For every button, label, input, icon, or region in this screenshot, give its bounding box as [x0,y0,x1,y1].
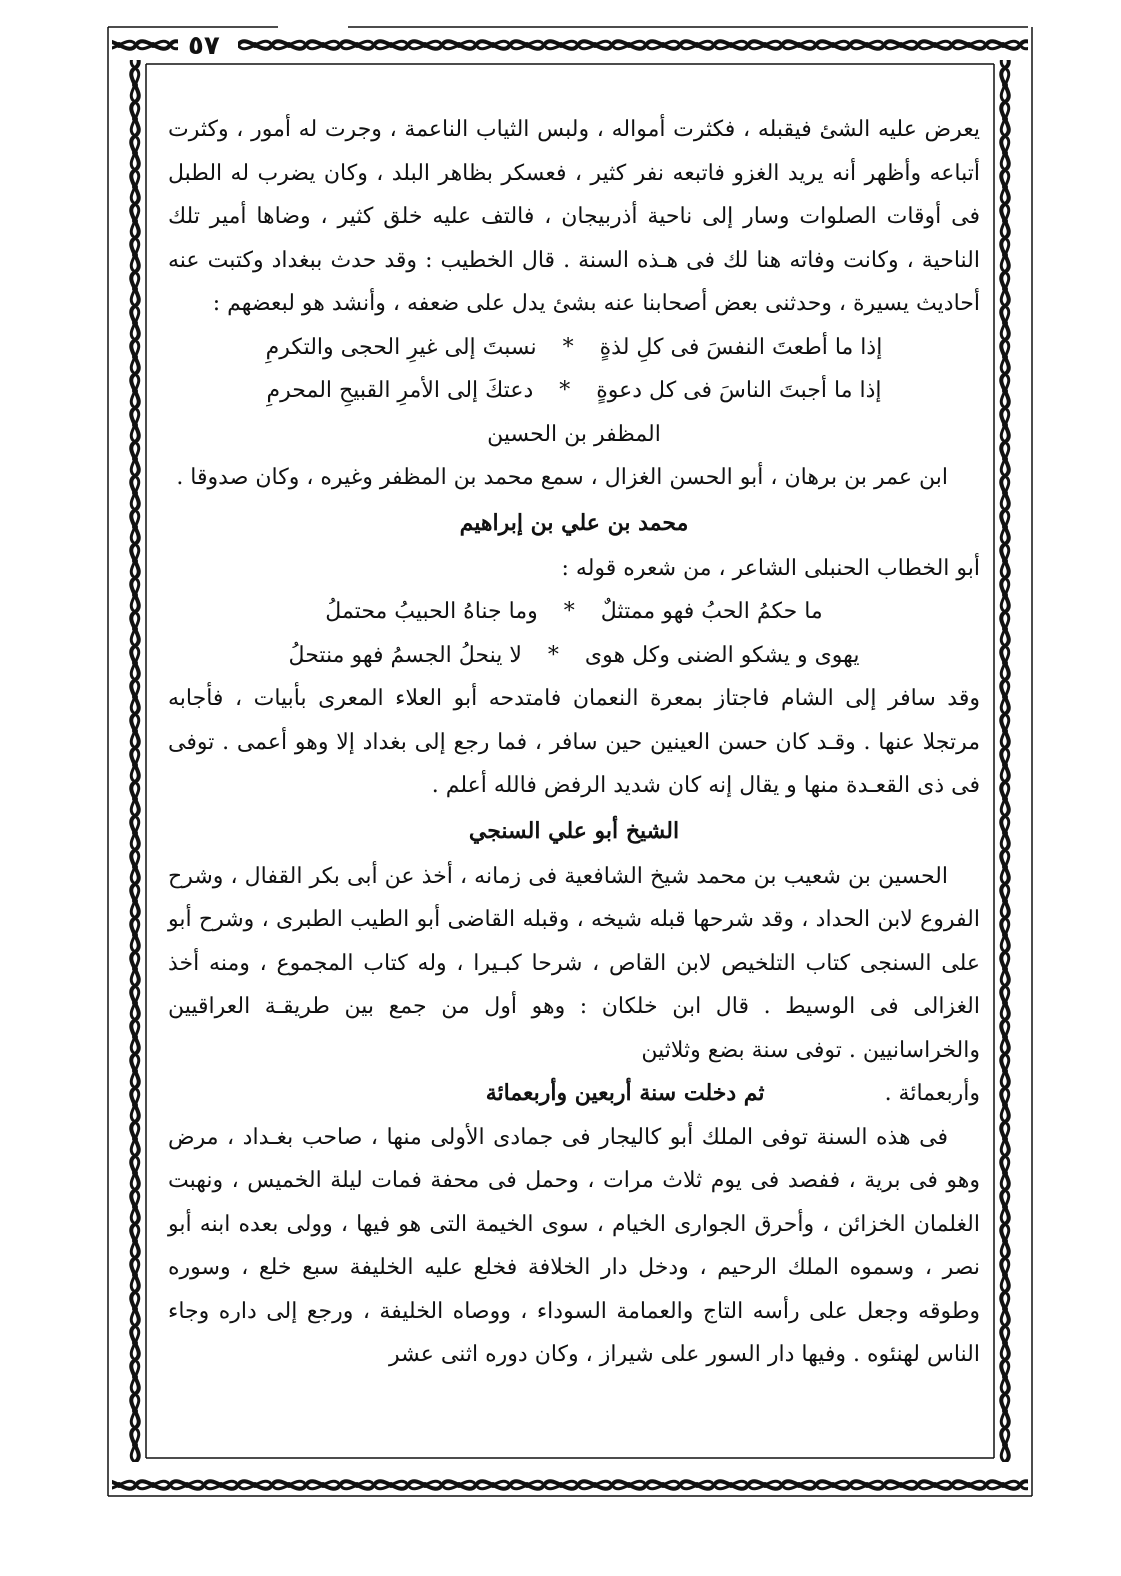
page-body [168,108,980,1458]
verse-3-first-hemistich: ما حكمُ الحبُ فهو ممتثلٌ [600,599,823,624]
paragraph-5-ending: وأربعمائة . [884,1081,980,1106]
verse-3 [168,590,980,634]
border-top-left-segment [112,30,178,60]
verse-1 [168,326,980,370]
verse-separator: * [547,642,559,668]
verse-1-second-hemistich: نسبتَ إلى غيرِ الحجى والتكرمِ [265,334,537,360]
verse-3-second-hemistich: وما جناهُ الحبيبُ محتملُ [325,599,538,624]
verse-2-second-hemistich: دعتكَ إلى الأمرِ القبيحِ المحرمِ [266,378,534,403]
entry-heading-sinji: الشيخ أبو علي السنجي [468,817,680,844]
verse-4-second-hemistich: لا ينحلُ الجسمُ فهو منتحلُ [288,642,522,668]
verse-1-first-hemistich: إذا ما أطعتَ النفسَ فى كلِ لذةٍ [599,334,883,360]
entry-heading-muzaffar: المظفر بن الحسين [487,421,661,447]
verse-separator: * [562,334,574,360]
entry-heading-muhammad: محمد بن علي بن إبراهيم [459,509,689,536]
verse-2 [168,369,980,413]
verse-4-first-hemistich: يهوى و يشكو الضنى وكل هوى [584,642,860,668]
paragraph-1: يعرض عليه الشئ فيقبله ، فكثرت أمواله ، ولبس الثياب الناعمة ، وجرت له أمور ، وكثرت أتباعه وأظهر أنه يريد الغزو فاتبعه نفر كثير ، فعسكر بظاهر البلد ، وكان يضرب له الطبل فى أوقات الصلوات وسار إلى ناحية أذربيجان ، فالتف عليه خلق كثير ، وضاها أمير تلك الناحية ، وكانت وفاته هنا لك فى هـذه السنة . قال الخطيب : وقد حدث ببغداد وكتبت عنه أحاديث يسيرة ، وحدثنى بعض أصحابنا عنه بشئ يدل على ضعفه ، وأنشد هو لبعضهم : [168,117,981,316]
border-top-right-segment [238,30,1028,60]
paragraph-5: الحسين بن شعيب بن محمد شيخ الشافعية فى زمانه ، أخذ عن أبى بكر القفال ، وشرح الفروع لابن الحداد ، وقد شرحها قبله شيخه ، وقبله القاضى أبو الطيب الطبرى ، وشرح أبو على السنجى كتاب التلخيص لابن القاص ، شرحا كبـيرا ، وله كتاب المجموع ، ومنه أخذ الغزالى فى الوسيط . قال ابن خلكان : وهو أول من جمع بين طريقـة العراقيين والخراسانيين . توفى سنة بضع وثلاثين [168,863,980,1063]
paragraph-4: وقد سافر إلى الشام فاجتاز بمعرة النعمان فامتدحه أبو العلاء المعرى بأبيات ، فأجابه مرتجلا عنها . وقـد كان حسن العينين حين سافر ، فما رجع إلى بغداد إلا وهو أعمى . توفى فى ذى القعـدة منها و يقال إنه كان شديد الرفض فالله أعلم . [168,686,980,798]
paragraph-6: فى هذه السنة توفى الملك أبو كاليجار فى جمادى الأولى منها ، صاحب بغـداد ، مرض وهو فى برية ، ففصد فى يوم ثلاث مرات ، وحمل فى محفة فمات ليلة الخميس ، ونهبت الغلمان الخزائن ، وأحرق الجوارى الخيام ، سوى الخيمة التى هو فيها ، وولى بعده ابنه أبو نصر ، وسموه الملك الرحيم ، ودخل دار الخلافة فخلع عليه الخليفة سبع خلع ، وسوره وطوقه وجعل على رأسه التاج والعمامة السوداء ، ووصاه الخليفة ، ورجع إلى داره وجاء الناس لهنئوه . وفيها دار السور على شيراز ، وكان دوره اثنى عشر [168,1124,980,1367]
verse-4 [168,634,980,678]
paragraph-3: أبو الخطاب الحنبلى الشاعر ، من شعره قوله : [561,555,980,581]
border-left [112,60,142,1462]
verse-separator: * [563,599,575,624]
border-bottom [112,1462,1028,1492]
year-heading: ثم دخلت سنة أربعين وأربعمائة [485,1080,765,1106]
year-heading-row [168,1072,980,1116]
verse-separator: * [559,378,571,403]
verse-2-first-hemistich: إذا ما أجبتَ الناسَ فى كل دعوةٍ [596,378,882,403]
page-number: ٥٧ [188,31,220,61]
border-right [998,60,1028,1462]
paragraph-2: ابن عمر بن برهان ، أبو الحسن الغزال ، سمع محمد بن المظفر وغيره ، وكان صدوقا . [176,465,948,490]
